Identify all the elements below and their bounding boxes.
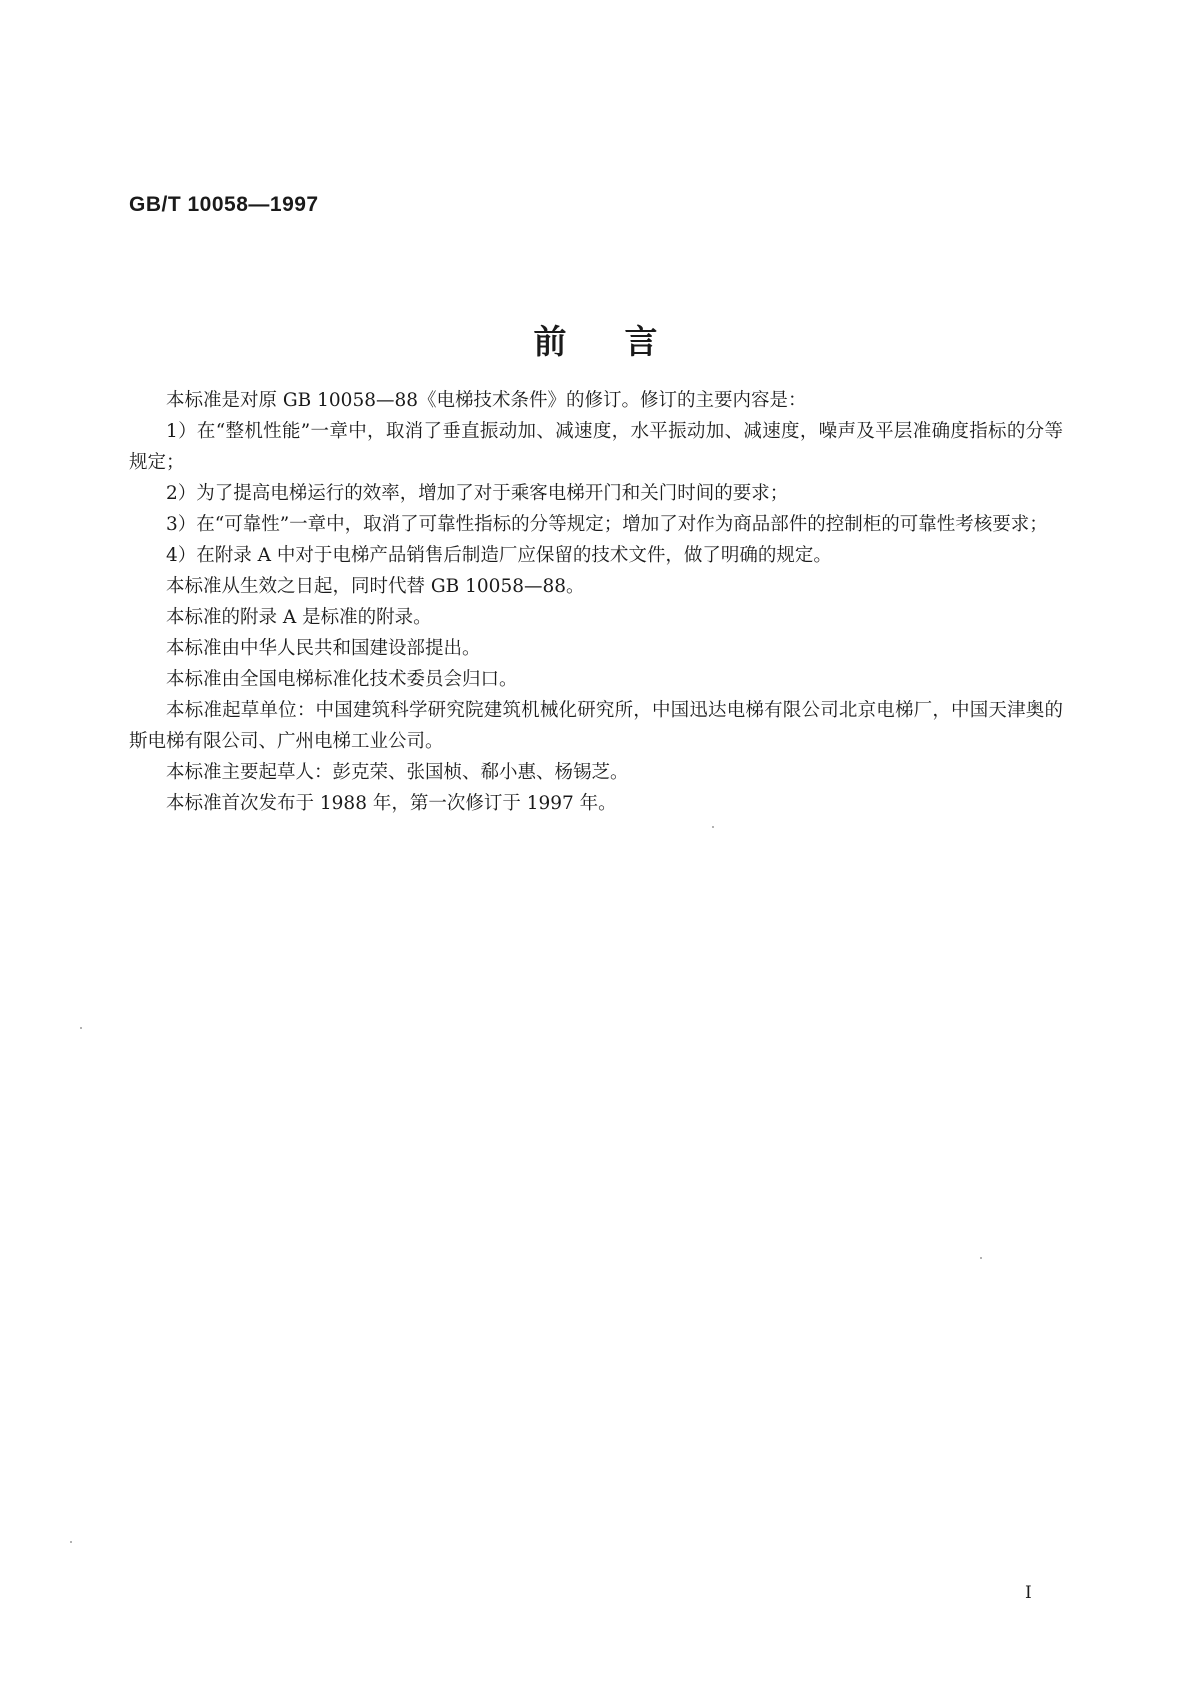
- scan-speck: [70, 1541, 72, 1543]
- paragraph-proposer: 本标准由中华人民共和国建设部提出。: [166, 638, 481, 659]
- paragraph-committee: 本标准由全国电梯标准化技术委员会归口。: [166, 669, 518, 690]
- paragraph-item-2: 2）为了提高电梯运行的效率，增加了对于乘客电梯开门和关门时间的要求；: [166, 483, 789, 504]
- paragraph-replacement: 本标准从生效之日起，同时代替 GB 10058—88。: [166, 576, 585, 597]
- page-title: 前言: [533, 322, 716, 361]
- paragraph-history: 本标准首次发布于 1988 年，第一次修订于 1997 年。: [166, 793, 617, 814]
- paragraph-item-1: 1）在“整机性能”一章中，取消了垂直振动加、减速度，水平振动加、减速度，噪声及平层准确度指标的分等规定；: [129, 421, 1063, 473]
- standard-code: GB/T 10058—1997: [129, 193, 319, 216]
- paragraph-item-3: 3）在“可靠性”一章中，取消了可靠性指标的分等规定；增加了对作为商品部件的控制柜的可靠性考核要求；: [166, 514, 1048, 535]
- foreword-body: [129, 385, 1063, 819]
- page-number: I: [1025, 1583, 1032, 1603]
- paragraph-intro: 本标准是对原 GB 10058—88《电梯技术条件》的修订。修订的主要内容是：: [166, 390, 807, 411]
- scan-speck: [980, 1257, 982, 1259]
- scan-speck: [80, 1027, 82, 1029]
- paragraph-drafters: 本标准主要起草人：彭克荣、张国桢、郗小惠、杨锡芝。: [166, 762, 629, 783]
- paragraph-drafting-units: 本标准起草单位：中国建筑科学研究院建筑机械化研究所，中国迅达电梯有限公司北京电梯厂，中国天津奥的斯电梯有限公司、广州电梯工业公司。: [129, 700, 1063, 752]
- paragraph-appendix: 本标准的附录 A 是标准的附录。: [166, 607, 432, 628]
- paragraph-item-4: 4）在附录 A 中对于电梯产品销售后制造厂应保留的技术文件，做了明确的规定。: [166, 545, 832, 566]
- scan-speck: [712, 826, 714, 828]
